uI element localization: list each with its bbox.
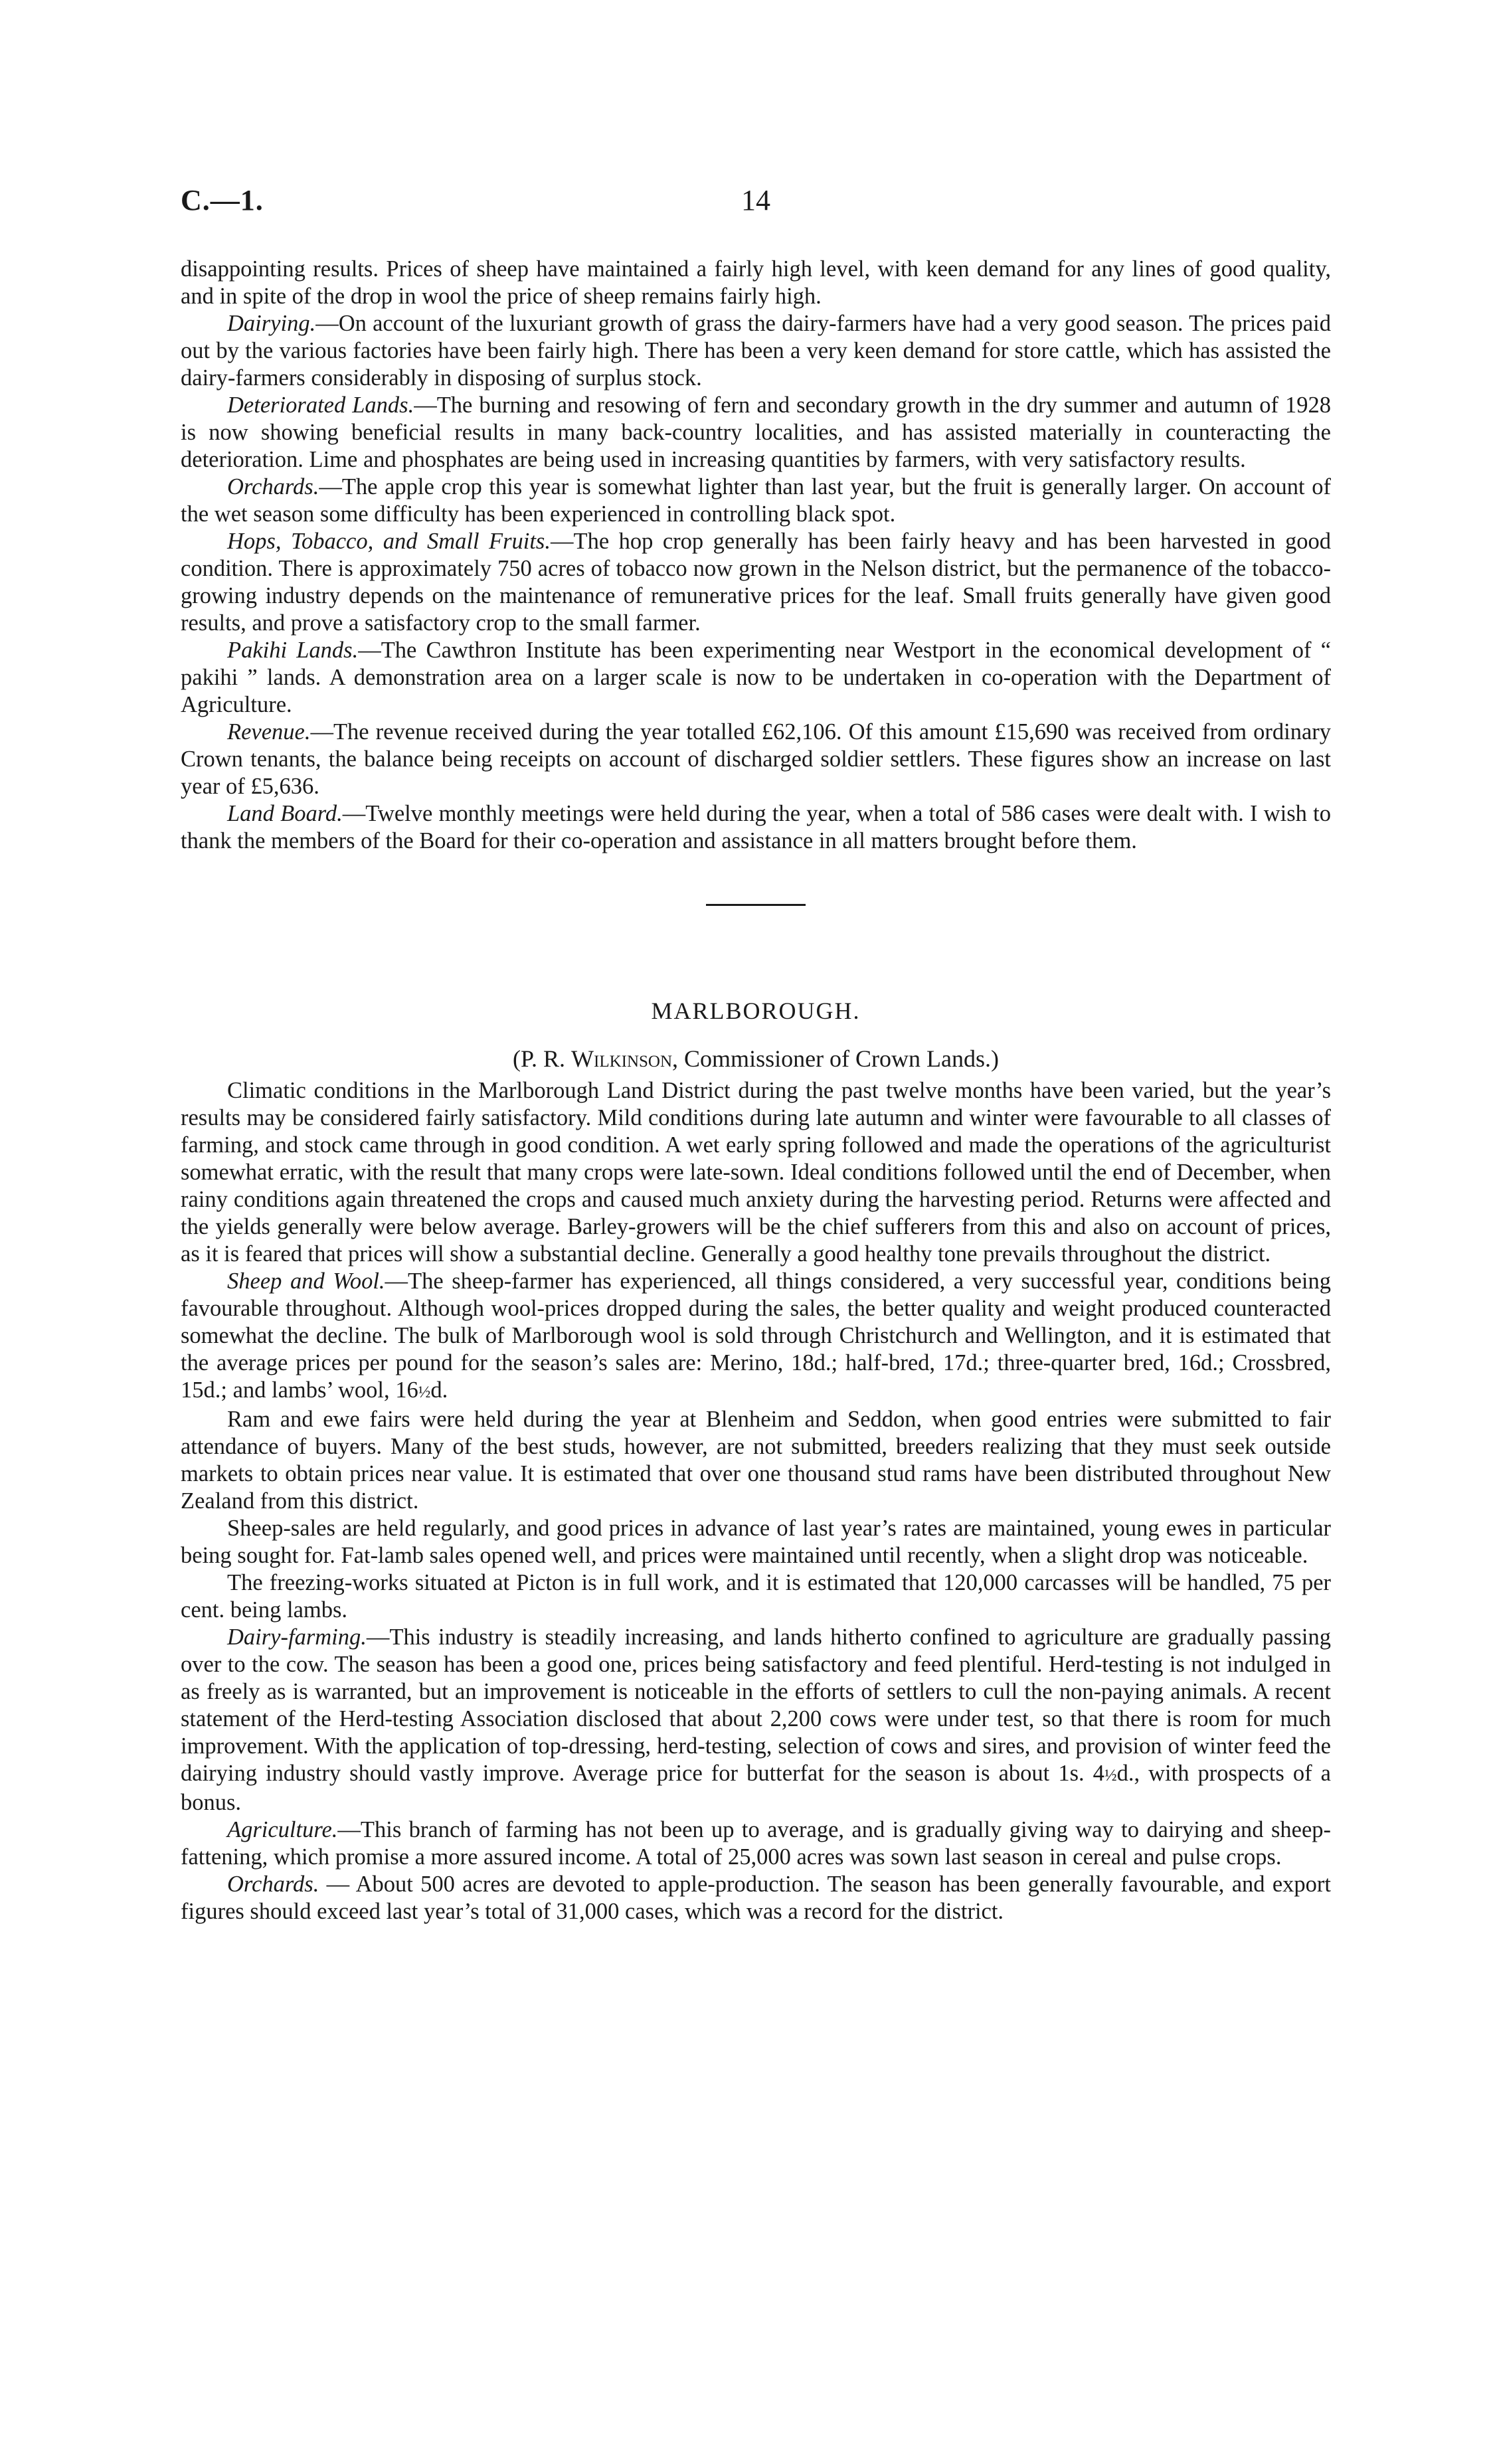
paragraph-orchards-nelson — [181, 474, 1331, 528]
heading-orchards-nelson: Orchards. — [227, 474, 319, 499]
paragraph-freezing-works: The freezing-works situated at Picton is in full work, and it is estimated that 120,000 carcasses will be handled, 75 per cent. being lambs. — [181, 1570, 1331, 1623]
byline-close: , Commissioner of Crown Lands.) — [672, 1045, 1000, 1072]
fraction-half: ½ — [418, 1383, 431, 1401]
text-dairy-farming-end: d., with prospects of a bonus. — [181, 1761, 1331, 1815]
paragraph-dairying — [181, 310, 1331, 392]
heading-dairying: Dairying. — [227, 311, 316, 336]
text-dairying: —On account of the luxuriant growth of grass the dairy-farmers have had a very good season. The prices paid out by the various factories have been fairly high. There has been a very keen demand for store cattle, which has assisted the dairy-farmers considerably in disposing of surplus stock. — [181, 311, 1331, 391]
text-land-board: —Twelve monthly meetings were held during the year, when a total of 586 cases were dealt with. I wish to thank the members of the Board for their co-operation and assistance in all matters brought before them. — [181, 801, 1331, 853]
paragraph-deteriorated-lands — [181, 392, 1331, 474]
text-deteriorated-lands: —The burning and resowing of fern and secondary growth in the dry summer and autumn of 1928 is now showing beneficial results in many back-country localities, and has assisted materially in counteracting the deterioration. Lime and phosphates are being used in increasing quantities by farmers, with very satisfactory results. — [181, 393, 1331, 472]
fraction-half-butterfat: ½ — [1104, 1767, 1117, 1785]
page-body — [181, 256, 1331, 1925]
heading-revenue: Revenue. — [227, 719, 311, 745]
paragraph-orchards-marlborough — [181, 1871, 1331, 1925]
section-title-marlborough: MARLBOROUGH. — [651, 998, 861, 1024]
section-divider — [706, 904, 806, 906]
heading-land-board: Land Board. — [227, 801, 343, 826]
paragraph-agriculture — [181, 1816, 1331, 1871]
commissioner-byline — [181, 1044, 1331, 1073]
text-orchards-marlborough: — About 500 acres are devoted to apple-production. The season has been generally favourable, and export figures should exceed last year’s total of 31,000 cases, which was a record for the district. — [181, 1872, 1331, 1924]
text-dairy-farming: —This industry is steadily increasing, and lands hitherto confined to agriculture are gradually passing over to the cow. The season has been a good one, prices being satisfactory and feed plentiful. Herd-testing is not indulged in as freely as is warranted, but an improvement is noticeable in the efforts of settlers to cull the non-paying animals. A recent statement of the Herd-testing Association disclosed that about 2,200 cows were under test, so that there is room for much improvement. With the application of top-dressing, herd-testing, selection of cows and sires, and provision of winter feed the dairying industry should vastly improve. Average price for butterfat for the season is about 1s. 4 — [181, 1625, 1331, 1786]
paragraph-sheep-sales: Sheep-sales are held regularly, and good prices in advance of last year’s rates are maintained, young ewes in particular being sought for. Fat-lamb sales opened well, and prices were maintained until recently, when a slight drop was noticeable. — [181, 1516, 1331, 1568]
text-sheep-and-wool-end: d. — [430, 1377, 448, 1403]
report-code: C.—1. — [181, 184, 264, 217]
paragraph-sheep-and-wool — [181, 1268, 1331, 1406]
text-hops-tobacco: —The hop crop generally has been fairly heavy and has been harvested in good condition. There is approximately 750 acres of tobacco now grown in the Nelson district, but the permanence of the tobacco-growing industry depends on the maintenance of remunerative prices for the leaf. Small fruits generally have given good results, and prove a satisfactory crop to the small farmer. — [181, 529, 1332, 636]
heading-dairy-farming: Dairy-farming. — [227, 1625, 367, 1650]
heading-deteriorated-lands: Deteriorated Lands. — [227, 393, 414, 418]
page-header — [181, 183, 1331, 223]
text-revenue: —The revenue received during the year totalled £62,106. Of this amount £15,690 was received from ordinary Crown tenants, the balance being receipts on account of discharged soldier settlers. These figures show an increase on last year of £5,636. — [181, 719, 1331, 799]
heading-orchards-marlborough: Orchards. — [227, 1872, 319, 1897]
paragraph-dairy-farming — [181, 1624, 1331, 1816]
paragraph-continuation: disappointing results. Prices of sheep have maintained a fairly high level, with keen demand for any lines of good quality, and in spite of the drop in wool the price of sheep remains fairly high. — [181, 256, 1331, 309]
heading-sheep-and-wool: Sheep and Wool. — [227, 1269, 385, 1294]
paragraph-ram-ewe-fairs: Ram and ewe fairs were held during the year at Blenheim and Seddon, when good entries were submitted to fair attendance of buyers. Many of the best studs, however, are not submitted, breeders realizing that they must seek outside markets to obtain prices near value. It is estimated that over one thousand stud rams have been distributed throughout New Zealand from this district. — [181, 1407, 1331, 1514]
heading-hops-tobacco: Hops, Tobacco, and Small Fruits. — [227, 529, 551, 554]
text-agriculture: —This branch of farming has not been up to average, and is gradually giving way to dairying and sheep-fattening, which promise a more assured income. A total of 25,000 acres was sown last season in cereal and pulse crops. — [181, 1817, 1331, 1870]
paragraph-land-board — [181, 800, 1331, 855]
paragraph-hops-tobacco — [181, 528, 1331, 637]
page-number: 14 — [741, 184, 770, 217]
paragraph-climatic-conditions: Climatic conditions in the Marlborough Land District during the past twelve months have been varied, but the year’s results may be considered fairly satisfactory. Mild conditions during late autumn and winter were favourable to all classes of farming, and stock came through in good condition. A wet early spring followed and made the operations of the agriculturist somewhat erratic, with the result that many crops were late-sown. Ideal conditions followed until the end of December, when rainy conditions again threatened the crops and caused much anxiety during the harvesting period. Returns were affected and the yields generally were below average. Barley-growers will be the chief sufferers from this and also on account of prices, as it is feared that prices will show a substantial decline. Generally a good healthy tone prevails throughout the district. — [181, 1078, 1331, 1267]
text-pakihi-lands: —The Cawthron Institute has been experimenting near Westport in the economical development of “ pakihi ” lands. A demonstration area on a larger scale is now to be undertaken in co-operation with the Department of Agriculture. — [181, 638, 1331, 717]
byline-open: (P. R. — [512, 1045, 572, 1072]
byline-name: Wilkinson — [571, 1045, 673, 1072]
paragraph-revenue — [181, 719, 1331, 800]
heading-agriculture: Agriculture. — [227, 1817, 338, 1842]
text-sheep-and-wool: —The sheep-farmer has experienced, all things considered, a very successful year, conditions being favourable throughout. Although wool-prices dropped during the sales, the better quality and weight produced counteracted somewhat the decline. The bulk of Marlborough wool is sold through Christchurch and Wellington, and it is estimated that the average prices per pound for the season’s sales are: Merino, 18d.; half-bred, 17d.; three-quarter bred, 16d.; Crossbred, 15d.; and lambs’ wool, 16 — [181, 1269, 1331, 1403]
heading-pakihi-lands: Pakihi Lands. — [227, 638, 359, 663]
text-orchards-nelson: —The apple crop this year is somewhat lighter than last year, but the fruit is generally larger. On account of the wet season some difficulty has been experienced in controlling black spot. — [181, 474, 1331, 527]
paragraph-pakihi-lands — [181, 637, 1331, 719]
